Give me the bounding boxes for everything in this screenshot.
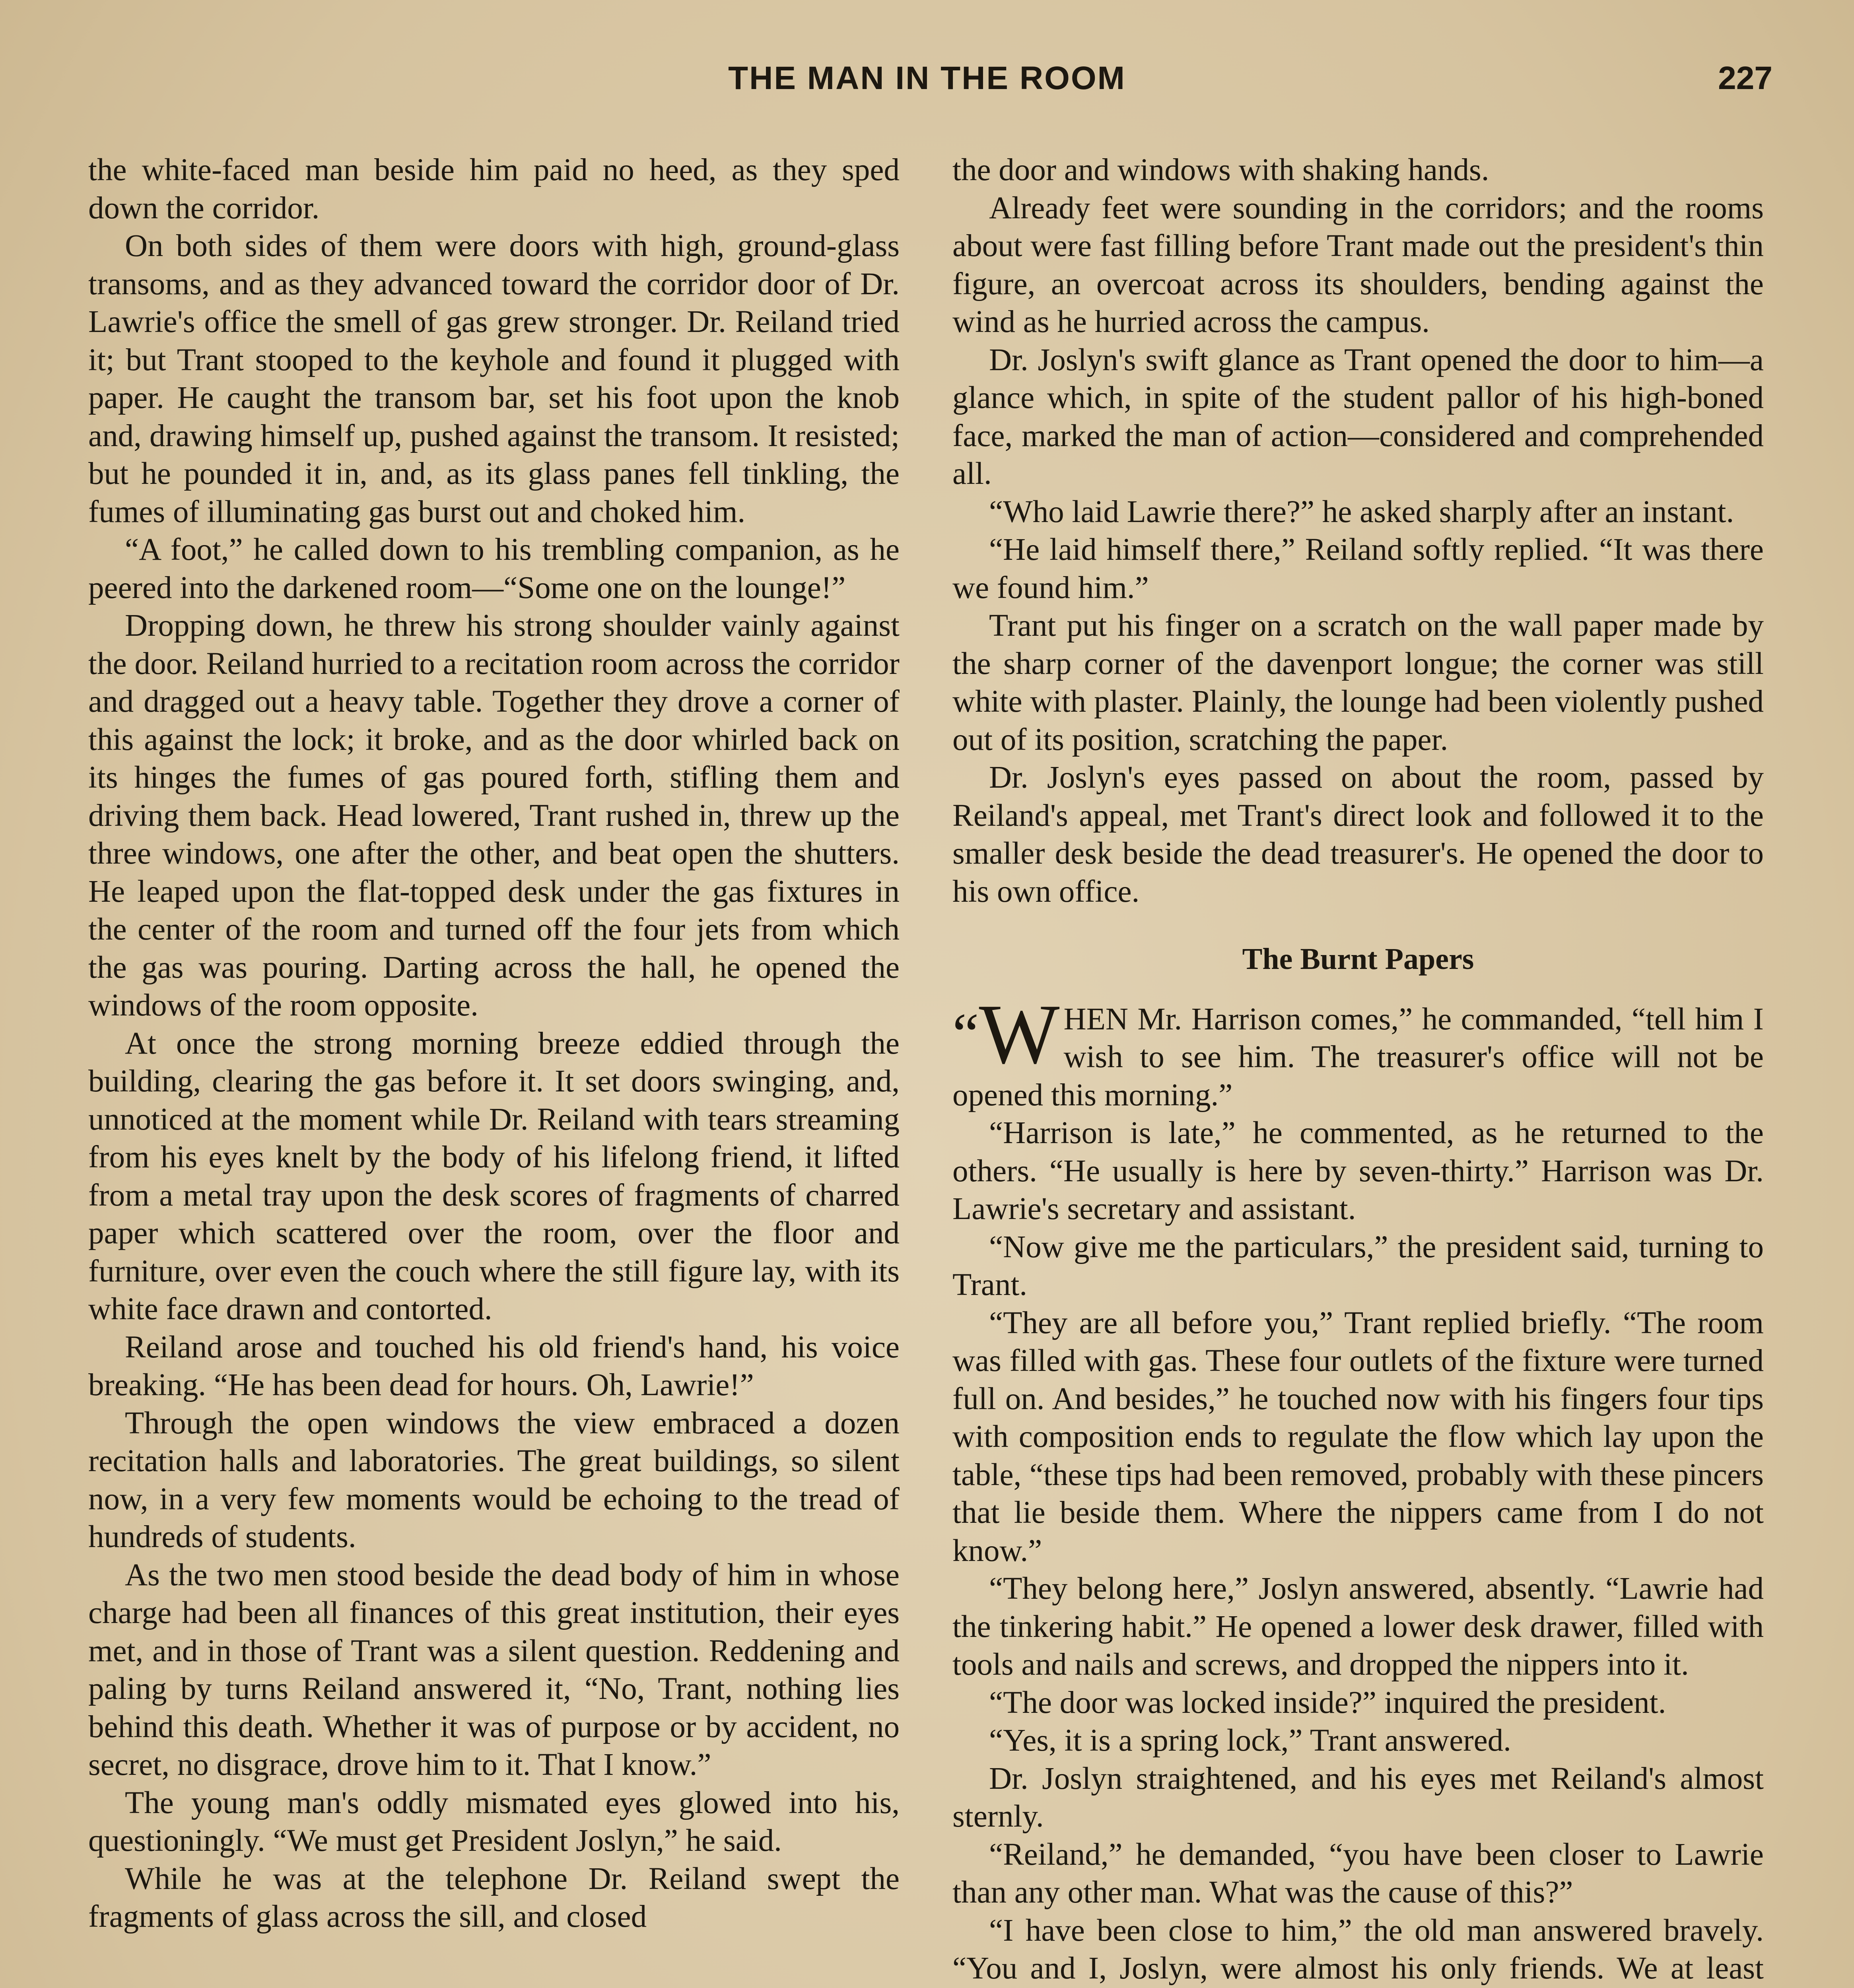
paragraph xyxy=(88,1025,900,1328)
paragraph xyxy=(952,1760,1764,1836)
paragraph xyxy=(952,1228,1764,1304)
paragraph-text: “He laid himself there,” Reiland softly replied. “It was there we found him.” xyxy=(952,532,1764,605)
paragraph xyxy=(88,151,900,227)
paragraph xyxy=(952,1114,1764,1228)
paragraph-text: Dr. Joslyn straightened, and his eyes met Reiland's almost sternly. xyxy=(952,1761,1764,1834)
paragraph-text: “A foot,” he called down to his trembling companion, as he peered into the darkened room—“Some one on the lounge!” xyxy=(88,532,900,605)
drop-cap xyxy=(952,986,1060,1081)
paragraph xyxy=(952,759,1764,911)
paragraph xyxy=(88,607,900,1025)
paragraph xyxy=(952,1722,1764,1760)
paragraph xyxy=(952,1304,1764,1570)
paragraph-text: Dropping down, he threw his strong shoulder vainly against the door. Reiland hurried to a recitation room across the corridor and dragged out a heavy table. Together they drove a corner of this against the lock; it broke, and as the door whirled back on its hinges the fumes of gas poured forth, stifling them and driving them back. Head lowered, Trant rushed in, threw up the three windows, one after the other, and beat open the shutters. He leaped upon the flat-topped desk under the gas fixtures in the center of the room and turned off the four jets from which the gas was pouring. Darting across the hall, he opened the windows of the room opposite. xyxy=(88,608,900,1023)
paragraph xyxy=(88,1328,900,1404)
paragraph-text: Trant put his finger on a scratch on the wall paper made by the sharp corner of the davenport longue; the corner was still white with plaster. Plainly, the lounge had been violently pushed out of its position, scratching the paper. xyxy=(952,608,1764,757)
paragraph-text: “Reiland,” he demanded, “you have been closer to Lawrie than any other man. What was the cause of this?” xyxy=(952,1837,1764,1910)
paragraph-text: “I have been close to him,” the old man answered bravely. “You and I, Joslyn, were almost his only friends. We at least xyxy=(952,1913,1764,1986)
right-column-top xyxy=(952,151,1764,911)
paragraph xyxy=(952,1912,1764,1988)
paragraph xyxy=(952,531,1764,607)
page-number: 227 xyxy=(1718,60,1772,96)
paragraph-text: “Who laid Lawrie there?” he asked sharply after an instant. xyxy=(989,494,1734,529)
paragraph-text: Dr. Joslyn's swift glance as Trant opened the door to him—a glance which, in spite of the student pallor of his high-boned face, marked the man of action—considered and comprehended all. xyxy=(952,342,1764,491)
paragraph xyxy=(952,1684,1764,1722)
paragraph-text: While he was at the telephone Dr. Reiland swept the fragments of glass across the sill, and closed xyxy=(88,1861,900,1934)
paragraph-text: “They belong here,” Joslyn answered, absently. “Lawrie had the tinkering habit.” He opened a lower desk drawer, filled with tools and nails and screws, and dropped the nippers into it. xyxy=(952,1571,1764,1682)
right-column-bottom xyxy=(952,986,1764,1988)
paragraph-text: “The door was locked inside?” inquired the president. xyxy=(989,1685,1666,1720)
paragraph xyxy=(88,1860,900,1936)
paragraph xyxy=(952,1570,1764,1684)
paragraph-text: Already feet were sounding in the corridors; and the rooms about were fast filling before Trant made out the president's thin figure, an overcoat across its shoulders, bending against the wind as he hurried across the campus. xyxy=(952,190,1764,339)
paragraph-text: the white-faced man beside him paid no heed, as they sped down the corridor. xyxy=(88,153,900,225)
right-column xyxy=(952,151,1764,1988)
paragraph-text: The young man's oddly mismated eyes glowed into his, questioningly. “We must get President Joslyn,” he said. xyxy=(88,1785,900,1858)
paragraph-text: Dr. Joslyn's eyes passed on about the room, passed by Reiland's appeal, met Trant's direct look and followed it to the smaller desk beside the dead treasurer's. He opened the door to his own office. xyxy=(952,760,1764,909)
paragraph-text: the door and windows with shaking hands. xyxy=(952,153,1489,187)
paragraph xyxy=(88,1404,900,1556)
paragraph xyxy=(952,341,1764,493)
paragraph xyxy=(952,986,1764,1114)
running-title: THE MAN IN THE ROOM xyxy=(728,60,1126,96)
paragraph xyxy=(88,227,900,531)
paragraph xyxy=(88,531,900,607)
section-heading: The Burnt Papers xyxy=(1242,942,1474,976)
paragraph-text: Reiland arose and touched his old friend's hand, his voice breaking. “He has been dead for hours. Oh, Lawrie!” xyxy=(88,1330,900,1402)
drop-cap-letter: W xyxy=(979,986,1060,1081)
paragraph-text: “Yes, it is a spring lock,” Trant answered. xyxy=(989,1723,1511,1758)
paragraph-text: “Now give me the particulars,” the president said, turning to Trant. xyxy=(952,1229,1764,1302)
paragraph xyxy=(952,1836,1764,1912)
paragraph xyxy=(952,493,1764,531)
drop-cap-quote: “ xyxy=(952,1001,979,1067)
paragraph-text: On both sides of them were doors with high, ground-glass transoms, and as they advanced toward the corridor door of Dr. Lawrie's office the smell of gas grew stronger. Dr. Reiland tried it; but Trant stooped to the keyhole and found it plugged with paper. He caught the transom bar, set his foot upon the knob and, drawing himself up, pushed against the transom. It resisted; but he pounded it in, and, as its glass panes fell tinkling, the fumes of illuminating gas burst out and choked him. xyxy=(88,229,900,529)
paragraph xyxy=(952,607,1764,759)
paragraph-text: Through the open windows the view embraced a dozen recitation halls and laboratories. The great buildings, so silent now, in a very few moments would be echoing to the tread of hundreds of students. xyxy=(88,1406,900,1554)
paragraph-text: HEN Mr. Harrison comes,” he commanded, “tell him I wish to see him. The treasurer's office will not be opened this morning.” xyxy=(952,1002,1764,1112)
left-column xyxy=(88,151,900,1936)
paragraph-text: At once the strong morning breeze eddied through the building, clearing the gas before it. It set doors swinging, and, unnoticed at the moment while Dr. Reiland with tears streaming from his eyes knelt by the body of his lifelong friend, it lifted from a metal tray upon the desk scores of fragments of charred paper which scattered over the room, over the floor and furniture, over even the couch where the still figure lay, with its white face drawn and contorted. xyxy=(88,1026,900,1326)
paragraph-text: As the two men stood beside the dead body of him in whose charge had been all finances of this great institution, their eyes met, and in those of Trant was a silent question. Reddening and paling by turns Reiland answered it, “No, Trant, nothing lies behind this death. Whether it was of purpose or by accident, no secret, no disgrace, drove him to it. That I know.” xyxy=(88,1557,900,1782)
paragraph xyxy=(952,189,1764,341)
paragraph xyxy=(88,1784,900,1860)
paragraph-text: “Harrison is late,” he commented, as he returned to the others. “He usually is here by seven-thirty.” Harrison was Dr. Lawrie's secretary and assistant. xyxy=(952,1116,1764,1226)
paragraph xyxy=(952,151,1764,189)
paragraph xyxy=(88,1556,900,1784)
paragraph-text: “They are all before you,” Trant replied briefly. “The room was filled with gas. These four outlets of the fixture were turned full on. And besides,” he touched now with his fingers four tips with composition ends to regulate the flow which lay upon the table, “these tips had been removed, probably with these pincers that lie beside them. Where the nippers came from I do not know.” xyxy=(952,1305,1764,1568)
